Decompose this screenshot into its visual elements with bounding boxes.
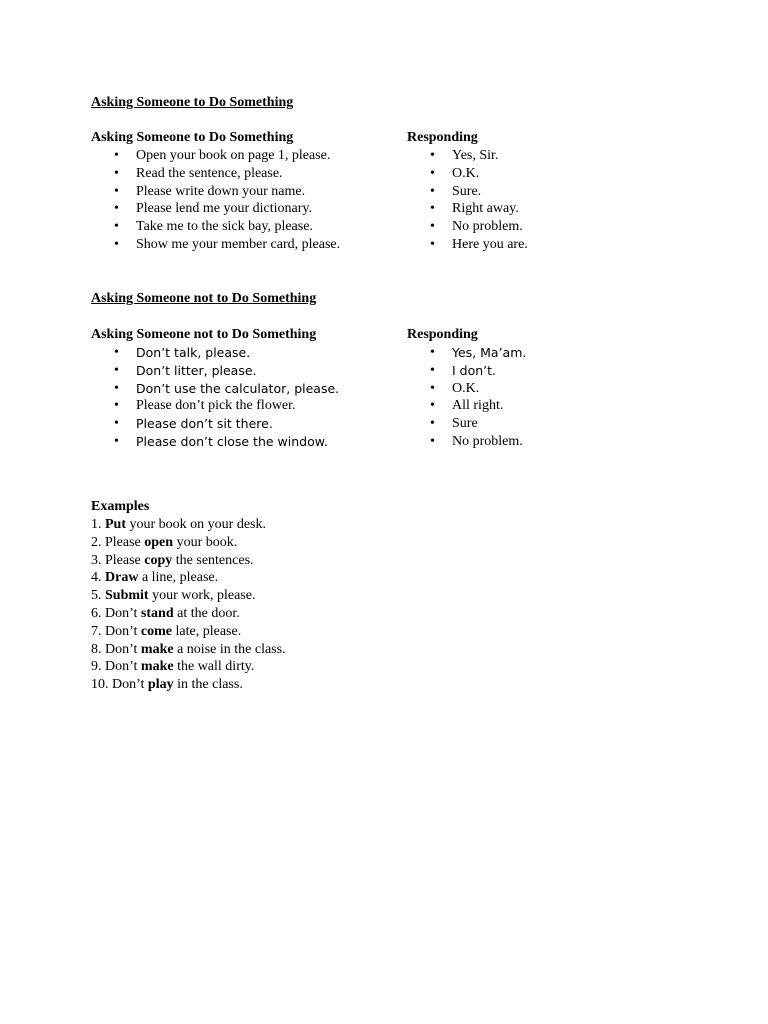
bullet-glyph: • [430,380,435,396]
bullet-glyph: • [430,433,435,449]
bullet-glyph: • [430,345,435,360]
list-item: 4. Draw a line, please. [91,570,219,586]
list-item: 10. Don’t play in the class. [91,677,243,693]
bullet-glyph: • [430,219,435,235]
list-item: • Please don’t close the window. [114,433,328,449]
bullet-glyph: • [430,165,435,181]
list-item: • Don’t talk, please. [114,345,251,360]
bullet-glyph: • [114,433,119,449]
asking-not-to-do-column [91,326,339,451]
bullet-glyph: • [114,398,119,414]
bullet-glyph: • [430,398,435,414]
asking-to-do-heading: Asking Someone to Do Something [91,130,294,145]
bullet-glyph: • [430,183,435,199]
bullet-glyph: • [114,183,119,199]
list-item: • Yes, Ma’am. [430,345,527,360]
examples-list [91,516,286,694]
bullet-glyph: • [114,236,119,252]
asking-to-do-list [91,147,340,254]
list-item: • Yes, Sir. [430,148,499,163]
list-item: • Don’t litter, please. [114,362,257,378]
bullet-glyph: • [430,201,435,217]
bullet-glyph: • [114,345,119,360]
bullet-glyph: • [114,362,119,378]
list-item: • Sure. [430,183,482,199]
bullet-glyph: • [114,165,119,181]
list-item: • No problem. [430,433,523,449]
list-item: 2. Please open your book. [91,534,238,550]
list-item: 7. Don’t come late, please. [91,623,242,639]
bullet-glyph: • [430,416,435,432]
bullet-glyph: • [114,201,119,217]
responding-heading: Responding [407,130,478,145]
bullet-glyph: • [114,219,119,235]
bullet-glyph: • [114,416,119,432]
list-item: • O.K. [430,380,480,396]
list-item: • Sure [430,416,478,432]
examples-heading: Examples [91,499,150,514]
list-item: • No problem. [430,219,523,235]
responding-list-2 [407,344,526,451]
list-item: • All right. [430,398,504,414]
list-item: • I don’t. [430,362,497,378]
list-item: • Take me to the sick bay, please. [114,219,313,235]
section-title-asking-to-do: Asking Someone to Do Something [91,95,294,110]
list-item: • Don’t use the calculator, please. [114,380,340,396]
list-item: • O.K. [430,165,480,181]
bullet-glyph: • [430,362,435,378]
list-item: • Right away. [430,201,519,217]
bullet-glyph: • [430,236,435,252]
list-item: • Here you are. [430,236,528,252]
list-item: • Open your book on page 1, please. [114,148,331,163]
asking-not-to-do-list [91,344,339,451]
asking-to-do-column [91,129,340,254]
list-item: • Please write down your name. [114,183,306,199]
list-item: • Read the sentence, please. [114,165,283,181]
bullet-glyph: • [430,148,435,163]
list-item: 8. Don’t make a noise in the class. [91,641,286,657]
examples-section [91,498,286,694]
list-item: 5. Submit your work, please. [91,588,256,604]
list-item: 3. Please copy the sentences. [91,552,254,568]
bullet-glyph: • [114,380,119,396]
asking-not-to-do-heading: Asking Someone not to Do Something [91,327,317,342]
list-item: • Please lend me your dictionary. [114,201,312,217]
bullet-glyph: • [114,148,119,163]
list-item: 9. Don’t make the wall dirty. [91,659,255,675]
responding-heading: Responding [407,327,478,342]
responding-column-1 [407,129,528,254]
list-item: • Please don’t pick the flower. [114,398,296,414]
responding-list-1 [407,147,528,254]
list-item: 1. Put your book on your desk. [91,517,266,532]
responding-column-2 [407,326,526,451]
list-item: 6. Don’t stand at the door. [91,605,240,621]
list-item: • Show me your member card, please. [114,236,341,252]
section-title-asking-not-to-do: Asking Someone not to Do Something [91,291,317,306]
list-item: • Please don’t sit there. [114,416,273,432]
